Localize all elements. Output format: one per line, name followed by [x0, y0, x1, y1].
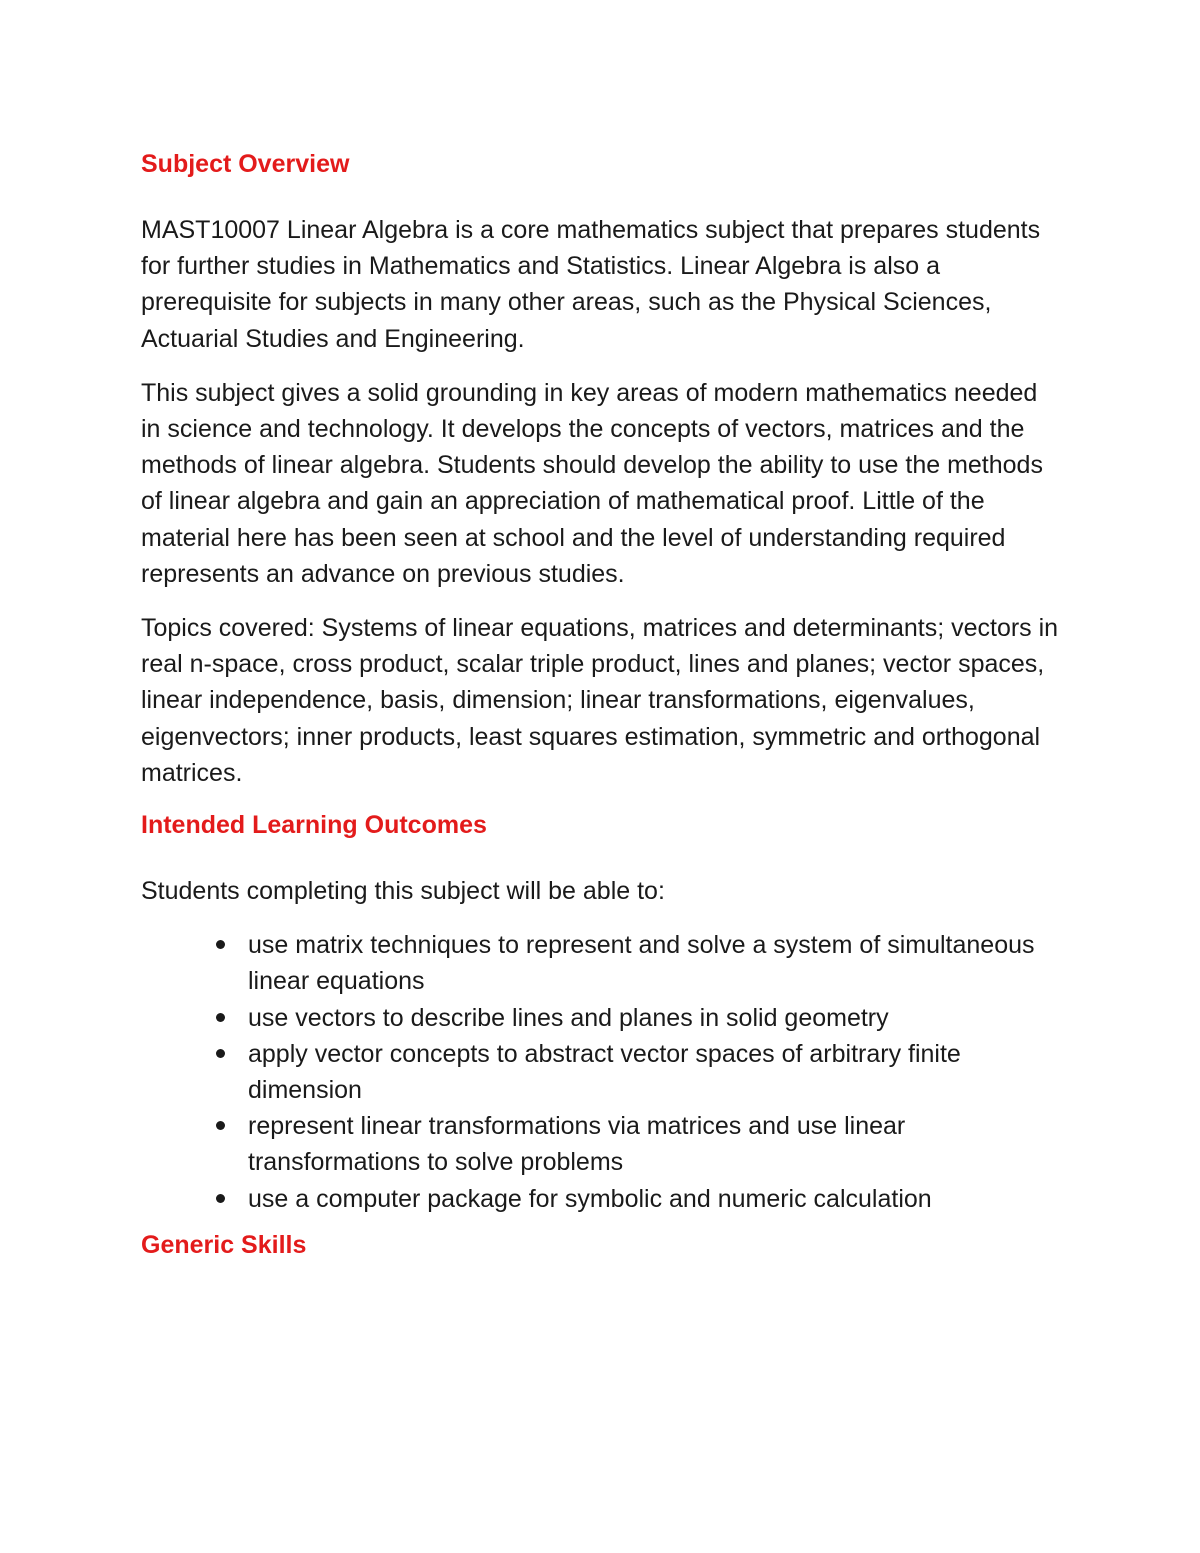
list-item-text: use vectors to describe lines and planes in solid geometry	[248, 1003, 889, 1032]
document-page	[141, 146, 1061, 1263]
list-item-text: represent linear transformations via matrices and use linear transformations to solve problems	[248, 1112, 906, 1177]
list-item	[141, 1000, 1061, 1036]
list-item-text: use matrix techniques to represent and solve a system of simultaneous linear equations	[248, 931, 1035, 996]
bullet-icon	[216, 1013, 225, 1022]
bullet-icon	[216, 940, 225, 949]
topics-paragraph: Topics covered: Systems of linear equations, matrices and determinants; vectors in real n-space, cross product, scalar triple product, lines and planes; vector spaces, linear independence, basis, dimension; linear transformations, eigenvalues, eigenvectors; inner products, least squares estimation, symmetric and orthogonal matrices.	[141, 614, 1059, 787]
intro-paragraph: MAST10007 Linear Algebra is a core mathematics subject that prepares students for further studies in Mathematics and Statistics. Linear Algebra is also a prerequisite for subjects in many other areas, such as the Physical Sciences, Actuarial Studies and Engineering.	[141, 216, 1041, 353]
list-item-text: use a computer package for symbolic and numeric calculation	[248, 1184, 932, 1213]
learning-outcomes-heading: Intended Learning Outcomes	[141, 811, 487, 840]
bullet-icon	[216, 1121, 225, 1130]
list-item	[141, 1181, 1061, 1217]
list-item	[141, 1036, 1061, 1108]
list-item	[141, 927, 1061, 999]
bullet-icon	[216, 1194, 225, 1203]
outcomes-lead-text: Students completing this subject will be able to:	[141, 877, 665, 906]
list-item	[141, 1108, 1061, 1180]
list-item-text: apply vector concepts to abstract vector spaces of arbitrary finite dimension	[248, 1039, 961, 1105]
description-paragraph: This subject gives a solid grounding in key areas of modern mathematics needed in science and technology. It develops the concepts of vectors, matrices and the methods of linear algebra. Students should develop the ability to use the methods of linear algebra and gain an appreciation of mathematical proof. Little of the material here has been seen at school and the level of understanding required represents an advance on previous studies.	[141, 378, 1043, 588]
bullet-icon	[216, 1049, 225, 1058]
generic-skills-heading: Generic Skills	[141, 1230, 307, 1259]
outcomes-list	[141, 927, 1061, 1217]
subject-overview-heading: Subject Overview	[141, 150, 350, 178]
